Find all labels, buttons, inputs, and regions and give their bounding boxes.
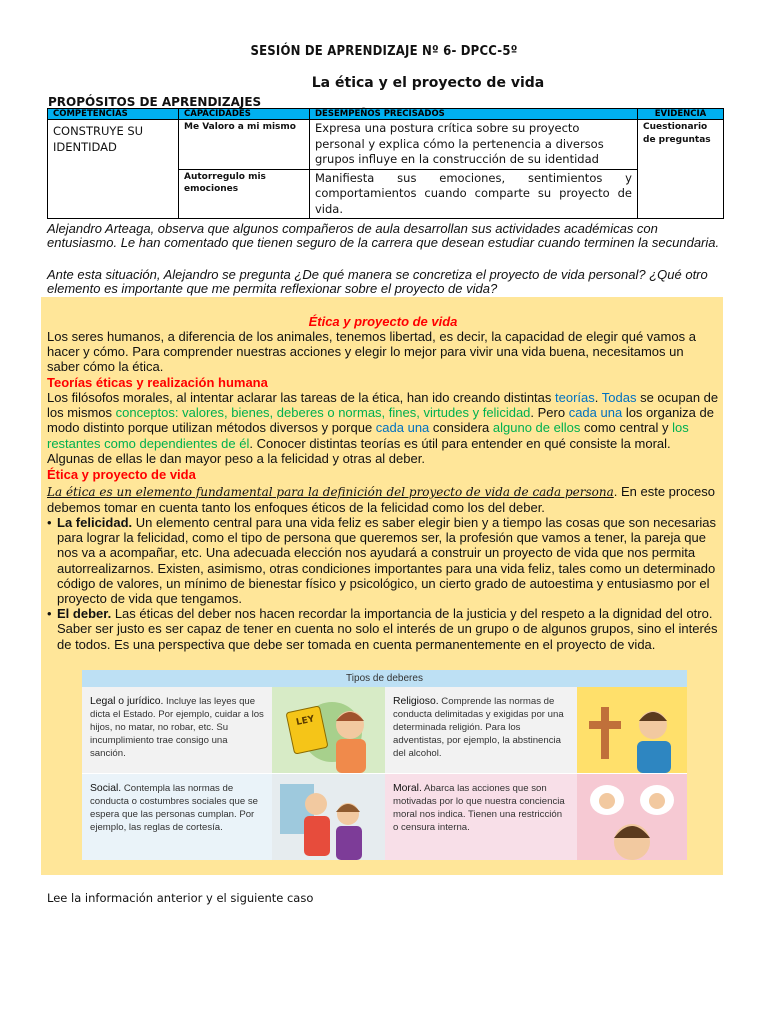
legal-duty-text bbox=[82, 687, 272, 773]
list-item bbox=[47, 606, 719, 652]
section-text-project bbox=[47, 484, 719, 515]
highlight-restantes: los restantes como dependientes de él bbox=[47, 420, 689, 451]
bullet-term: El deber. bbox=[57, 606, 112, 622]
text-run: como central y bbox=[580, 420, 673, 436]
duty-description: Contempla las normas de conducta o costumbres sociales que se espera que las personas cumplan. Por ejemplo, las reglas de cortesía. bbox=[90, 783, 258, 833]
intro-paragraph-1: Alejandro Arteaga, observa que algunos compañeros de aula desarrollan sus actividades académicas con entusiasmo. Le han comentado que tienen seguro de la carrera que desean estudiar cuando terminen la secundaria. bbox=[47, 221, 720, 250]
section-title-theories: Teorías éticas y realización humana bbox=[47, 375, 268, 390]
social-illustration bbox=[272, 774, 385, 860]
bullet-mark: • bbox=[47, 515, 52, 530]
section-text-theories bbox=[47, 390, 719, 466]
moral-duty-text bbox=[385, 774, 577, 860]
evidence-cell: Cuestionario de preguntas bbox=[638, 120, 724, 219]
section-text-ethics: Los seres humanos, a diferencia de los animales, tenemos libertad, es decir, la capacidad de elegir qué vamos a hacer y cómo. Para comprender nuestras acciones y elegir lo mejor para vivir una vida buena, necesitamos un saber cómo la ética. bbox=[47, 329, 696, 375]
performance-cell: Expresa una postura crítica sobre su proyecto personal y explica cómo la pertenencia a diversos grupos influye en la construcción de su identidad bbox=[310, 120, 638, 170]
bullet-mark: • bbox=[47, 606, 52, 622]
competency-cell: CONSTRUYE SU IDENTIDAD bbox=[48, 120, 179, 219]
duty-term: Legal o jurídico. bbox=[90, 696, 164, 707]
duty-types-figure bbox=[82, 670, 687, 860]
figure-title: Tipos de deberes bbox=[82, 670, 687, 687]
header-capacidades: CAPACIDADES bbox=[179, 109, 310, 120]
handwritten-statement: La ética es un elemento fundamental para la definición del proyecto de vida de cada persona bbox=[47, 485, 614, 499]
religious-illustration bbox=[577, 687, 687, 773]
highlight-todas: Todas bbox=[601, 390, 637, 405]
text-run: . Pero bbox=[530, 405, 569, 421]
bullet-text: Las éticas del deber nos hacen recordar la importancia de la justicia y del respeto a la dignidad del otro. Saber ser justo es ser capaz de tener en cuenta no solo el interés de un grupo o de algunos grupos, sino el interés de todos. Es una perspectiva que debe ser tomada en cuenta permanentemente en el proyecto de vida. bbox=[57, 606, 718, 652]
table-row bbox=[48, 120, 724, 170]
intro-paragraph-2: Ante esta situación, Alejandro se pregunta ¿De qué manera se concretiza el proyecto de vida personal? ¿Qué otro elemento es importante que me permita reflexionar sobre el proyecto de vida? bbox=[47, 267, 708, 296]
section-title-project: Ética y proyecto de vida bbox=[47, 467, 196, 482]
text-run: considera bbox=[429, 420, 493, 436]
legal-illustration bbox=[272, 687, 385, 773]
cross-icon bbox=[577, 687, 687, 773]
section-title-ethics: Ética y proyecto de vida bbox=[308, 314, 458, 329]
purposes-label: PROPÓSITOS DE APRENDIZAJES bbox=[48, 95, 262, 109]
highlight-conceptos: conceptos: valores, bienes, deberes o normas, fines, virtudes y felicidad bbox=[115, 405, 531, 421]
purposes-table bbox=[47, 108, 724, 219]
text-run: . Conocer distintas teorías es útil para entender en qué consiste la moral. Algunas de ellas le dan mayor peso a la felicidad y otras al deber. bbox=[47, 435, 671, 466]
list-item bbox=[47, 515, 719, 606]
header-competencias: COMPETENCIAS bbox=[48, 109, 179, 120]
duty-description: Comprende las normas de conducta delimitadas y exigidas por una determinada religión. Para los adventistas, por ejemplo, la abstinencia del alcohol. bbox=[393, 696, 564, 759]
law-book-icon bbox=[272, 687, 385, 773]
social-duty-text bbox=[82, 774, 272, 860]
highlight-cada-una: cada una bbox=[568, 405, 623, 421]
highlight-teorias: teorías bbox=[555, 390, 595, 405]
duty-description: Abarca las acciones que son motivadas por lo que nuestra conciencia moral nos indica. Tienen una restricción o censura interna. bbox=[393, 783, 565, 833]
document-title: La ética y el proyecto de vida bbox=[311, 75, 545, 91]
table-header-row bbox=[48, 109, 724, 120]
duty-term: Social. bbox=[90, 783, 122, 794]
bullet-term: La felicidad. bbox=[57, 515, 133, 530]
header-evidencia: EVIDENCIA bbox=[638, 109, 724, 120]
moral-illustration bbox=[577, 774, 687, 860]
performance-cell: Manifiesta sus emociones, sentimientos y comportamientos cuando comparte su proyecto de vida. bbox=[310, 169, 638, 219]
highlight-cada-una: cada una bbox=[375, 420, 430, 436]
law-book-label: LEY bbox=[295, 714, 316, 728]
duty-description: Incluye las leyes que dicta el Estado. Por ejemplo, cuidar a los hijos, no matar, no robar, etc. Su incumplimiento trae consigo una sanción. bbox=[90, 696, 264, 759]
text-run: Los filósofos morales, al intentar aclarar las tareas de la ética, han ido creando distintas bbox=[47, 390, 555, 405]
duty-term: Moral. bbox=[393, 783, 422, 794]
duty-term: Religioso. bbox=[393, 696, 439, 707]
people-icon bbox=[272, 774, 385, 860]
text-run: . En este proceso debemos tomar en cuenta tanto los enfoques éticos de la felicidad como los del deber. bbox=[47, 484, 715, 516]
capacity-cell: Autorregulo mis emociones bbox=[179, 169, 310, 219]
capacity-cell: Me Valoro a mi mismo bbox=[179, 120, 310, 170]
text-run: se ocupan de los mismos bbox=[47, 390, 719, 421]
text-run: . bbox=[594, 390, 602, 405]
text-run: los organiza de modo distinto porque utilizan métodos diversos y porque bbox=[47, 405, 714, 436]
closing-instruction: Lee la información anterior y el siguiente caso bbox=[47, 891, 314, 905]
session-heading: SESIÓN DE APRENDIZAJE Nº 6- DPCC-5º bbox=[250, 44, 518, 59]
header-desempenos: DESEMPEÑOS PRECISADOS bbox=[310, 109, 638, 120]
bullet-list bbox=[47, 515, 719, 652]
conscience-icon bbox=[577, 774, 687, 860]
religious-duty-text bbox=[385, 687, 577, 773]
highlight-alguno: alguno de ellos bbox=[492, 420, 581, 436]
bullet-text: Un elemento central para una vida feliz es saber elegir bien y a tiempo las cosas que son necesarias para lograr la felicidad, como el tipo de persona que queremos ser, la profesión que vamos a tener, la pareja que nos va a acompañar, etc. Una adecuada elección nos ayudará a construir un proyecto de vida que nos permita autorrealizarnos. Existen, asimismo, otras condiciones importantes para una vida feliz, tales como un determinado código de valores, un mínimo de bienestar físico y psicológico, un cierto grado de autoestima y entusiasmo por el proyecto de vida que tengamos. bbox=[57, 515, 717, 607]
